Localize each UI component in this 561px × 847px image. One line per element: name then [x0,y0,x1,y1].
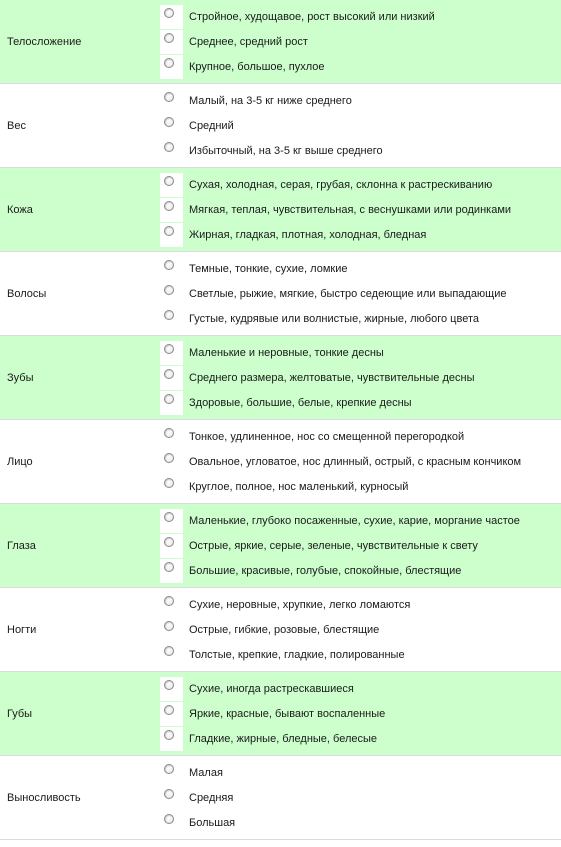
question-row-skin [0,168,561,252]
option-group [160,168,561,251]
radio-button[interactable] [164,705,174,715]
option[interactable] [160,450,560,474]
option-group [160,0,561,83]
radio-button[interactable] [164,92,174,102]
question-label: Вес [7,119,26,132]
option-label: Острые, яркие, серые, зеленые, чувствительные к свету [189,540,478,552]
radio-button[interactable] [164,176,174,186]
option[interactable] [160,223,560,247]
radio-button[interactable] [164,260,174,270]
option-label: Тонкое, удлиненное, нос со смещенной перегородкой [189,431,465,443]
option[interactable] [160,761,560,785]
radio-button[interactable] [164,596,174,606]
radio-button[interactable] [164,8,174,18]
option-label: Гладкие, жирные, бледные, белесые [189,733,378,745]
option[interactable] [160,677,560,701]
radio-button[interactable] [164,58,174,68]
question-label: Лицо [7,455,33,468]
option[interactable] [160,509,560,533]
question-row-hair [0,252,561,336]
option[interactable] [160,534,560,558]
option-group [160,672,561,755]
radio-button[interactable] [164,201,174,211]
option[interactable] [160,811,560,835]
option-label: Большая [189,817,236,829]
option-label: Здоровые, большие, белые, крепкие десны [189,397,412,409]
radio-button[interactable] [164,344,174,354]
option-label: Яркие, красные, бывают воспаленные [189,708,386,720]
option-label: Среднего размера, желтоватые, чувствительные десны [189,372,475,384]
option[interactable] [160,307,560,331]
option[interactable] [160,30,560,54]
radio-button[interactable] [164,428,174,438]
option[interactable] [160,139,560,163]
option[interactable] [160,282,560,306]
option[interactable] [160,593,560,617]
option-label: Темные, тонкие, сухие, ломкие [189,263,348,275]
option-label: Сухая, холодная, серая, грубая, склонна к растрескиванию [189,179,493,191]
radio-button[interactable] [164,142,174,152]
question-row-teeth [0,336,561,420]
question-row-build [0,0,561,84]
option-group [160,336,561,419]
option[interactable] [160,643,560,667]
option-group [160,420,561,503]
option[interactable] [160,89,560,113]
option-label: Малый, на 3-5 кг ниже среднего [189,95,352,107]
option-label: Малая [189,767,223,779]
option-label: Маленькие, глубоко посаженные, сухие, карие, моргание частое [189,515,520,527]
option-label: Маленькие и неровные, тонкие десны [189,347,384,359]
option[interactable] [160,559,560,583]
option-group [160,756,561,839]
option-label: Крупное, большое, пухлое [189,61,325,73]
question-row-eyes [0,504,561,588]
radio-button[interactable] [164,369,174,379]
question-label: Глаза [7,539,36,552]
option[interactable] [160,55,560,79]
question-label: Ногти [7,623,37,636]
option[interactable] [160,702,560,726]
radio-button[interactable] [164,680,174,690]
option[interactable] [160,257,560,281]
question-label: Зубы [7,371,34,384]
option[interactable] [160,5,560,29]
option[interactable] [160,198,560,222]
question-label: Губы [7,707,33,720]
option[interactable] [160,475,560,499]
radio-button[interactable] [164,537,174,547]
radio-button[interactable] [164,310,174,320]
radio-button[interactable] [164,646,174,656]
question-row-weight [0,84,561,168]
radio-button[interactable] [164,117,174,127]
option-label: Большие, красивые, голубые, спокойные, блестящие [189,565,462,577]
question-row-lips [0,672,561,756]
radio-button[interactable] [164,33,174,43]
question-row-face [0,420,561,504]
option-label: Сухие, иногда растрескавшиеся [189,683,354,695]
radio-button[interactable] [164,226,174,236]
radio-button[interactable] [164,512,174,522]
option[interactable] [160,391,560,415]
option-label: Жирная, гладкая, плотная, холодная, бледная [189,229,427,241]
radio-button[interactable] [164,453,174,463]
option[interactable] [160,727,560,751]
option-label: Толстые, крепкие, гладкие, полированные [189,649,405,661]
question-row-stamina [0,756,561,840]
option-label: Овальное, угловатое, нос длинный, острый, с красным кончиком [189,456,522,468]
option-label: Средний [189,120,234,132]
radio-button[interactable] [164,621,174,631]
question-label: Волосы [7,287,47,300]
option-label: Светлые, рыжие, мягкие, быстро седеющие или выпадающие [189,288,507,300]
option[interactable] [160,425,560,449]
option[interactable] [160,173,560,197]
option-label: Стройное, худощавое, рост высокий или низкий [189,11,435,23]
option-group [160,252,561,335]
radio-button[interactable] [164,478,174,488]
option-label: Средняя [189,792,234,804]
option[interactable] [160,114,560,138]
option[interactable] [160,341,560,365]
option-group [160,588,561,671]
option-label: Густые, кудрявые или волнистые, жирные, любого цвета [189,313,479,325]
question-label: Выносливость [7,791,81,804]
option[interactable] [160,786,560,810]
radio-button[interactable] [164,789,174,799]
radio-button[interactable] [164,394,174,404]
radio-button[interactable] [164,764,174,774]
option-group [160,84,561,167]
radio-button[interactable] [164,814,174,824]
option-group [160,504,561,587]
radio-button[interactable] [164,730,174,740]
option-label: Среднее, средний рост [189,36,308,48]
radio-button[interactable] [164,285,174,295]
option-label: Мягкая, теплая, чувствительная, с веснушками или родинками [189,204,512,216]
radio-button[interactable] [164,562,174,572]
option-label: Избыточный, на 3-5 кг выше среднего [189,145,383,157]
option-label: Острые, гибкие, розовые, блестящие [189,624,380,636]
option-label: Сухие, неровные, хрупкие, легко ломаются [189,599,411,611]
option[interactable] [160,366,560,390]
option[interactable] [160,618,560,642]
question-row-nails [0,588,561,672]
question-label: Кожа [7,203,33,216]
question-label: Телосложение [7,35,82,48]
option-label: Круглое, полное, нос маленький, курносый [189,481,409,493]
